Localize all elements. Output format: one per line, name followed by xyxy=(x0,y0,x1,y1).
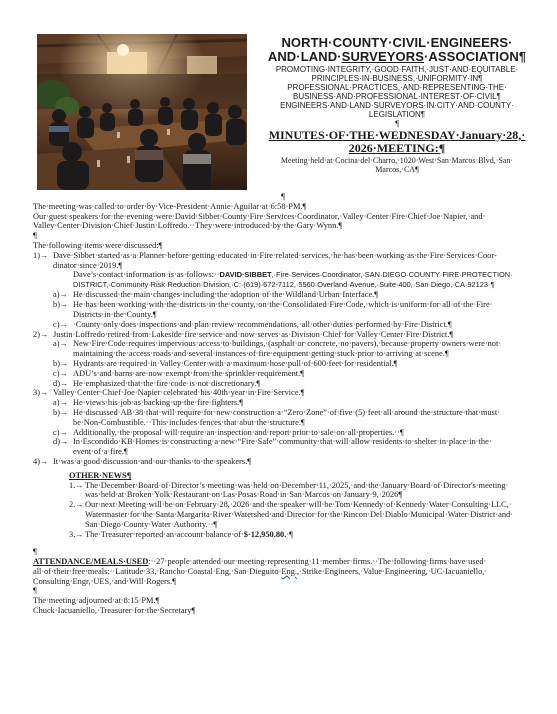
org-name-surveyors: SURVEYORS xyxy=(341,49,424,64)
mission-line: BUSINESS·AND·PROFESSIONAL·INTEREST·OF·CIVIL¶ xyxy=(293,92,501,101)
sub-item-letter: c)→ xyxy=(53,368,68,378)
sub-item-letter: c)→ xyxy=(53,319,68,329)
sub-item-line: In·Escondido·KB·Homes·is·constructing·a·new·“Fire·Safe”·community·that·will·allow·residents·to·shelter·in·place·in·the· xyxy=(73,437,492,447)
sub-item xyxy=(33,379,533,389)
news-text xyxy=(85,500,513,529)
sub-item xyxy=(33,437,533,457)
news-item xyxy=(33,530,533,540)
contact-name: DAVID·SIBBET xyxy=(219,270,272,280)
minutes-title-line-2: 2026·MEETING:¶ xyxy=(348,141,446,155)
attendance-text: :··27·people·attended·our·meeting·representing·11·member·firms.··The·following·firms·have·used· xyxy=(148,557,487,567)
item-number: 1)→ xyxy=(33,250,49,260)
sub-item-letter: a)→ xyxy=(53,339,68,349)
org-name-line-2a: AND·LAND· xyxy=(267,49,342,64)
adjourned: The·meeting·adjourned·at·8:15·PM.¶ xyxy=(33,596,160,606)
venue-line-1: Meeting·held·at·Cocina·del·Charro,·1020·West·San·Marcos·Blvd,·San· xyxy=(280,156,514,165)
sub-item-line: He·has·been·working·with·the·districts·in·the·county,·on·the·Consolidated·Fire·Code,·which·is·uniform·for·all·of·the·Fire· xyxy=(73,300,493,310)
paragraph-mark: ¶ xyxy=(281,192,285,201)
sub-item-text xyxy=(73,300,492,320)
discussion-item xyxy=(33,330,533,340)
paragraph-mark: ¶ xyxy=(33,547,37,557)
item-line: dinator·since·2019.¶ xyxy=(53,260,123,270)
news-number: 3.→ xyxy=(69,529,84,539)
news-line: San·Diego·County·Water·Authority.··¶ xyxy=(85,519,218,529)
sub-item xyxy=(33,339,533,359)
minutes-body xyxy=(33,192,533,616)
sub-item-text: He·emphasized·that·the·fire·code·is·not·discretionary.¶ xyxy=(73,378,261,388)
sub-item xyxy=(33,408,533,428)
sub-item-letter: a)→ xyxy=(53,290,68,300)
sub-item-letter: b)→ xyxy=(53,300,69,310)
sub-item-letter: d)→ xyxy=(53,437,69,447)
attendance-label: ATTENDANCE/MEALS·USED xyxy=(33,557,149,567)
minutes-title-line-1: MINUTES·OF·THE·WEDNESDAY·January·28,· xyxy=(268,128,526,142)
meeting-venue xyxy=(256,156,538,174)
mission-statement xyxy=(256,65,538,119)
sub-item xyxy=(33,398,533,408)
minutes-title xyxy=(256,129,538,155)
attendance xyxy=(33,557,533,586)
item-number: 4)→ xyxy=(33,456,49,466)
sub-item-letter: a)→ xyxy=(53,398,68,408)
news-text xyxy=(85,530,293,540)
sub-item-text: ADU’s·and·barns·are·now·exempt·from·the·sprinkler·requirement.¶ xyxy=(73,368,304,378)
item-number: 3)→ xyxy=(33,388,49,398)
sub-item-line: He·discussed·AB·38·that·will·require·for·new·construction·a·“Zero·Zone”·of·five·(5)·feet·all·around·the·structure·that·must· xyxy=(73,407,500,417)
sub-item-letter: c)→ xyxy=(53,427,68,437)
attendance-text: Consulting·Engr,·UES,·and·Will·Rogers.¶ xyxy=(33,576,176,586)
news-number: 1.→ xyxy=(69,480,84,490)
venue-line-2: Marcos,·CA¶ xyxy=(375,165,419,174)
news-line: was·held·at·Broken·Yolk·Restaurant·on·Las·Posas·Road·in·San·Marcos·on·January·9,·2026¶ xyxy=(85,490,403,500)
news-text xyxy=(85,481,508,501)
sub-item-text: Additionally,·the·proposal·will·require·an·inspection·and·report·prior·to·sale·on·all·properties.··¶ xyxy=(73,427,404,437)
items-intro: The·following·items·were·discussed:¶ xyxy=(33,240,163,250)
sub-item-text xyxy=(73,437,492,457)
sub-item-letter: b)→ xyxy=(53,407,69,417)
sub-item-text: Hydrants·are·required·in·Valley·Center·with·a·maximum·hose·pull·of·600·feet·for·residential.¶ xyxy=(73,358,398,368)
sub-item xyxy=(33,359,533,369)
discussion-item xyxy=(33,457,533,467)
signature-line: Chuck·Iacuaniello,·Treasurer·for·the·Secretary¶ xyxy=(33,606,196,616)
news-line: Our·next·Meeting·will·be·on·February·28,·2026·and·the·speaker·will·be·Tom·Kennedy·of·Kennedy·Water·Consulting·LLC,· xyxy=(85,500,512,510)
sub-item-letter: d)→ xyxy=(53,378,69,388)
item-text: Justin·Loffredo·retired·from·Lakeside·fire·service·and·now·serves·as·Division·Chief·for·Valley·Center·Fire·District.¶ xyxy=(53,329,454,339)
spacer xyxy=(33,539,533,547)
paragraph-mark: ¶ xyxy=(395,119,399,128)
sub-item-text xyxy=(73,339,501,359)
sub-item-line: maintaining·the·access·roads·and·several·instances·of·fire·equipment·getting·stuck·prior·to·arriving·at·scene.¶ xyxy=(73,349,449,359)
news-line: ·¶ xyxy=(286,529,293,539)
account-balance: $·12,950.80. xyxy=(243,529,287,539)
mission-line: PROFESSIONAL·PRACTICES,·AND·REPRESENTING·THE· xyxy=(287,83,507,92)
sub-item xyxy=(33,369,533,379)
sub-item xyxy=(33,320,533,330)
contact-details: ,·Fire·Services·Coordinator,·SAN·DIEGO·COUNTY·FIRE·PROTECTION· xyxy=(271,270,513,280)
discussion-item xyxy=(33,251,533,271)
item-line: Dave·Sibbet·started·as·a·Planner·before·getting·educated·in·Fire·related·services,·he·has·been·working·as·the·Fire·Services·Coor- xyxy=(53,250,497,260)
paragraph-mark: ¶ xyxy=(33,586,37,596)
sub-item-line: New·Fire·Code·requires·impervious·access·to·buildings,·(asphalt·or·concrete,·no·pavers),·because·property·owners·were·not· xyxy=(73,339,502,349)
item-text: It·was·a·good·discussion·and·our·thanks·to·the·speakers.¶ xyxy=(53,456,251,466)
sub-item-text: He·discussed·the·main·changes·including·the·adoption·of·the·Wildland·Urban·Interface.¶ xyxy=(73,290,379,300)
discussion-item xyxy=(33,388,533,398)
mission-line: ENGINEERS·AND·LAND·SURVEYORS·IN·CITY·AND·COUNTY· xyxy=(280,101,514,110)
item-text: Valley·Center·Chief·Joe·Napier·celebrated·his·40th·year·in·Fire·Service.¶ xyxy=(53,388,305,398)
meeting-photo xyxy=(37,34,247,190)
mission-line: LEGISLATION¶ xyxy=(368,110,426,119)
mission-line: PRINCIPLES·IN·BUSINESS,·UNIFORMITY·IN¶ xyxy=(311,74,483,83)
sub-item xyxy=(33,290,533,300)
news-number: 2.→ xyxy=(69,500,84,510)
sub-item-line: be·Non-Combustible.··This·includes·fences·that·abut·the·structure.¶ xyxy=(73,417,305,427)
attendance-text: all·of·their·free·meals:··Latitude·33,·Rancho·Coastal·Eng,·San·Dieguito· xyxy=(33,566,282,576)
sub-item-line: Districts·in·the·County.¶ xyxy=(73,309,157,319)
contact-details: DISTRICT,·Community·Risk·Reduction·Division,·C:·(619)·672-7112,·5560·Overland·Avenue,·Suite·400,·San·Diego,·CA·92123·¶ xyxy=(73,280,495,290)
news-line: The·December·Board·of·Director’s·meeting·was·held·on·December·11,·2025,·and·the·January·Board·of·Director's·meeting· xyxy=(85,480,509,490)
contact-lead: Dave’s·contact·information·is·as·follows:·· xyxy=(73,270,220,280)
item-number: 2)→ xyxy=(33,329,49,339)
guest-speakers-line-1: Our·guest·speakers·for·the·evening·were·David·Sibbet·County·Fire·Services·Coordinator,·Valley·Center·Fire·Chief·Joe·Napier,·and· xyxy=(33,211,486,221)
guest-speakers-line-2: Valley·Center·Division·Chief·Justin·Loffredo.··They·were·introduced·by·the·Gary·Wynn.¶ xyxy=(33,221,343,231)
news-line: Watermaster·for·the·Santa·Margarita·River·Watershed·and·Director·for·the·Rincon·Del·Diablo·Municipal·Water·District·and· xyxy=(85,509,514,519)
contact-info xyxy=(33,270,533,290)
spelling-flag[interactable]: Eng. xyxy=(281,566,297,576)
org-name-line-1: NORTH·COUNTY·CIVIL·ENGINEERS· xyxy=(281,35,513,50)
news-item xyxy=(33,500,533,529)
org-name-line-2c: ·ASSOCIATION¶ xyxy=(423,49,527,64)
sub-item xyxy=(33,300,533,320)
sub-item-text xyxy=(73,408,500,428)
news-item xyxy=(33,481,533,501)
sub-item-text: ·County·only·does·inspections·and·plan·review·recommendations,·all·other·duties·performed·by·Fire·District.¶ xyxy=(73,319,452,329)
sub-item-text: He·views·his·job·as·backing·up·the·fire·fighters.¶ xyxy=(73,398,244,408)
paragraph-mark: ¶ xyxy=(33,231,37,241)
attendance-text: ,·Strike·Engineers,·Value·Engineering,·UC·Iacuaniello,· xyxy=(296,566,488,576)
other-news-heading: OTHER·NEWS¶ xyxy=(69,470,132,480)
item-text xyxy=(53,251,497,271)
mission-line: PROMOTING·INTEGRITY,·GOOD·FAITH,·JUST·AND·EQUITABLE· xyxy=(275,65,519,74)
guest-speakers xyxy=(33,212,533,232)
called-to-order: The·meeting·was·called·to·order·by·Vice-President·Annie·Aguilar·at·6:58·PM.¶ xyxy=(33,201,307,211)
sub-item-letter: b)→ xyxy=(53,358,69,368)
sub-item xyxy=(33,428,533,438)
sub-item-line: event·of·a·fire.¶ xyxy=(73,447,128,457)
news-line: The·Treasurer·reported·an·account·balance·of· xyxy=(85,529,244,539)
org-name xyxy=(256,36,538,64)
letterhead xyxy=(256,36,538,174)
